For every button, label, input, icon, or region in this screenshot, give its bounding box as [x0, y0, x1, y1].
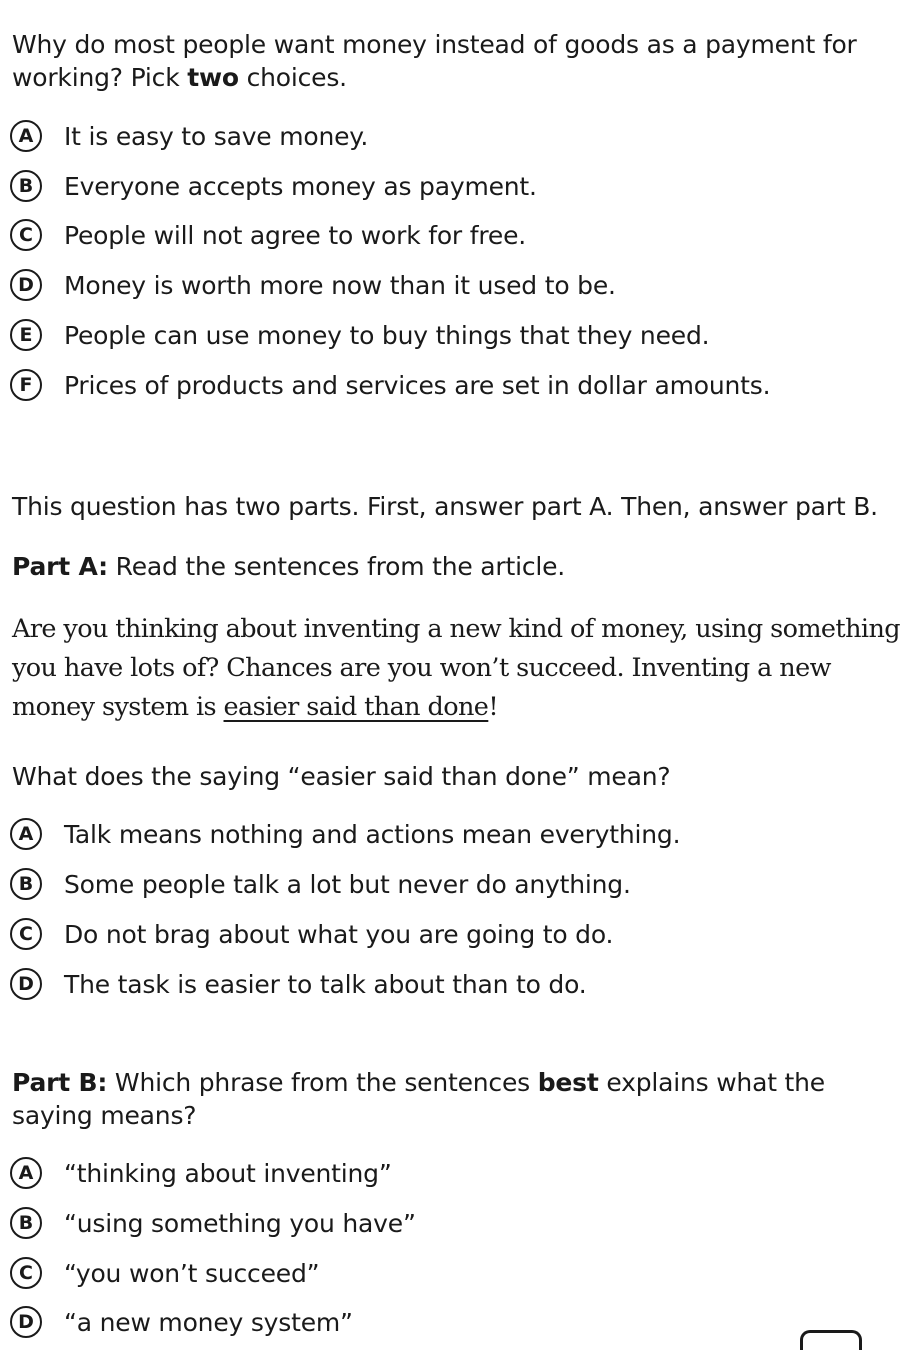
- choice-text: People can use money to buy things that they need.: [64, 320, 710, 350]
- choice-text: People will not agree to work for free.: [64, 220, 526, 250]
- question-1-emphasis: two: [187, 63, 239, 92]
- q1-choice-e[interactable]: [10, 315, 709, 355]
- part-b-choice-a[interactable]: [10, 1153, 392, 1193]
- question-2-intro: This question has two parts. First, answer part A. Then, answer part B.: [12, 492, 878, 521]
- excerpt-text: Are you thinking about inventing a new kind of money, using something you have lots of? Chances are you won’t succeed. Inventing a new money system is: [12, 614, 900, 722]
- choice-text: Do not brag about what you are going to do.: [64, 919, 614, 949]
- choice-text: Talk means nothing and actions mean everything.: [64, 819, 681, 849]
- part-b-emphasis: best: [537, 1068, 599, 1097]
- question-1-stem-text: Why do most people want money instead of goods as a payment for working? Pick: [12, 30, 857, 92]
- part-a-question: What does the saying “easier said than done” mean?: [12, 762, 671, 791]
- choice-bubble[interactable]: A: [10, 818, 42, 850]
- choice-text: “thinking about inventing”: [64, 1158, 392, 1188]
- choice-text: “using something you have”: [64, 1208, 416, 1238]
- choice-bubble[interactable]: C: [10, 918, 42, 950]
- part-a-choice-c[interactable]: [10, 914, 613, 954]
- part-b-choice-b[interactable]: [10, 1203, 416, 1243]
- choice-text: Some people talk a lot but never do anything.: [64, 869, 631, 899]
- excerpt-underlined-phrase: easier said than done: [223, 692, 489, 722]
- question-1-stem-end: choices.: [238, 63, 347, 92]
- choice-bubble[interactable]: A: [10, 1157, 42, 1189]
- part-b-choice-d[interactable]: [10, 1302, 353, 1342]
- part-a-choice-a[interactable]: [10, 814, 680, 854]
- choice-bubble[interactable]: B: [10, 868, 42, 900]
- part-b-heading: [12, 1066, 892, 1132]
- part-a-heading: [12, 550, 892, 583]
- choice-text: The task is easier to talk about than to do.: [64, 969, 587, 999]
- choice-bubble[interactable]: D: [10, 269, 42, 301]
- choice-text: Prices of products and services are set in dollar amounts.: [64, 370, 771, 400]
- excerpt-end: !: [488, 692, 498, 722]
- choice-bubble[interactable]: C: [10, 1257, 42, 1289]
- choice-bubble[interactable]: D: [10, 1306, 42, 1338]
- q1-choice-a[interactable]: [10, 116, 368, 156]
- choice-text: “a new money system”: [64, 1307, 353, 1337]
- q1-choice-b[interactable]: [10, 166, 537, 206]
- choice-text: Money is worth more now than it used to be.: [64, 270, 616, 300]
- choice-bubble[interactable]: C: [10, 219, 42, 251]
- choice-bubble[interactable]: A: [10, 120, 42, 152]
- part-a-choice-b[interactable]: [10, 864, 631, 904]
- choice-bubble[interactable]: B: [10, 1207, 42, 1239]
- q1-choice-d[interactable]: [10, 265, 616, 305]
- choice-bubble[interactable]: B: [10, 170, 42, 202]
- q1-choice-f[interactable]: [10, 365, 770, 405]
- article-excerpt: [12, 610, 902, 727]
- page-corner-tab-icon: [800, 1330, 862, 1350]
- choice-text: It is easy to save money.: [64, 121, 369, 151]
- part-b-stem-end: explains what the saying means?: [12, 1068, 825, 1130]
- choice-text: Everyone accepts money as payment.: [64, 171, 537, 201]
- choice-bubble[interactable]: D: [10, 968, 42, 1000]
- part-a-choice-d[interactable]: [10, 964, 587, 1004]
- choice-text: “you won’t succeed”: [64, 1258, 320, 1288]
- question-1-stem: [12, 28, 892, 94]
- choice-bubble[interactable]: E: [10, 319, 42, 351]
- part-b-stem-text: Which phrase from the sentences: [107, 1068, 538, 1097]
- part-b-choice-c[interactable]: [10, 1253, 319, 1293]
- part-a-instruction: Read the sentences from the article.: [107, 552, 566, 581]
- choice-bubble[interactable]: F: [10, 369, 42, 401]
- part-a-label: Part A:: [12, 552, 108, 581]
- q1-choice-c[interactable]: [10, 215, 526, 255]
- part-b-label: Part B:: [12, 1068, 108, 1097]
